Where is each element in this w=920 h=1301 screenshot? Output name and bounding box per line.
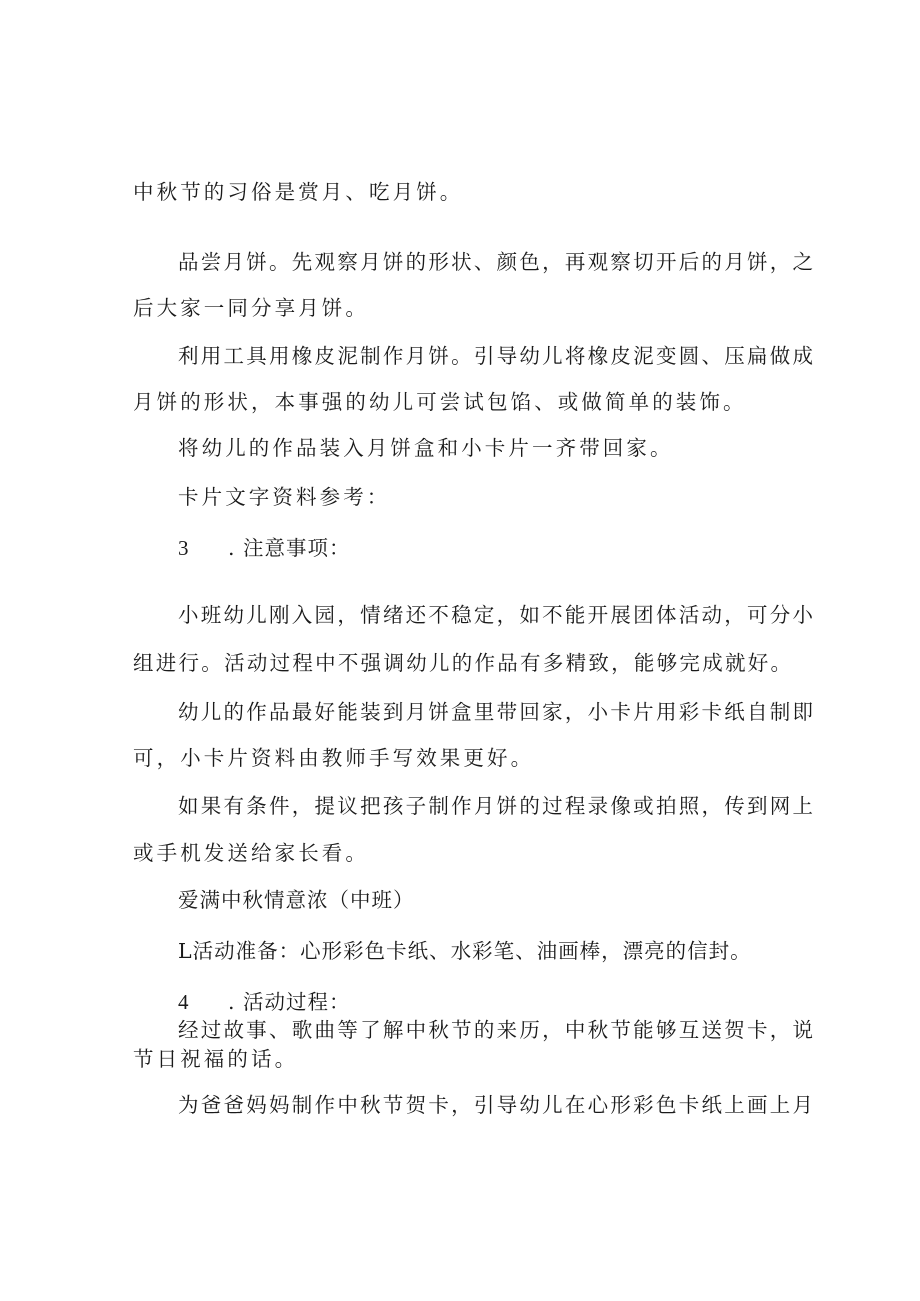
heading-number: 4	[178, 990, 190, 1014]
section-title: 爱满中秋情意浓（中班）	[178, 888, 415, 912]
paragraph-line: 中秋节的习俗是赏月、吃月饼。	[133, 180, 464, 204]
paragraph-line: 后大家一同分享月饼。	[133, 296, 369, 320]
paragraph-line: 组进行。活动过程中不强调幼儿的作品有多精致，能够完成就好。	[133, 651, 791, 675]
paragraph-line: 节日祝福的话。	[133, 1047, 299, 1071]
paragraph-line: 将幼儿的作品装入月饼盒和小卡片一齐带回家。	[178, 436, 674, 460]
paragraph-line: 月饼的形状，本事强的幼儿可尝试包馅、或做简单的装饰。	[133, 390, 747, 414]
paragraph-line: 如果有条件，提议把孩子制作月饼的过程录像或拍照，传到网上	[178, 794, 813, 818]
heading-number: 3	[178, 536, 190, 560]
paragraph-line: 幼儿的作品最好能装到月饼盒里带回家，小卡片用彩卡纸自制即	[178, 700, 813, 724]
paragraph-line: 小班幼儿刚入园，情绪还不稳定，如不能开展团体活动，可分小	[178, 603, 813, 627]
paragraph-line: 经过故事、歌曲等了解中秋节的来历，中秋节能够互送贺卡，说	[178, 1018, 813, 1042]
numbered-heading	[178, 538, 858, 559]
heading-text: . 活动过程：	[228, 990, 351, 1014]
paragraph-line: 为爸爸妈妈制作中秋节贺卡，引导幼儿在心形彩色卡纸上画上月	[178, 1093, 813, 1117]
paragraph-line: L活动准备：心形彩色卡纸、水彩笔、油画棒，漂亮的信封。	[178, 939, 752, 963]
paragraph-line: 可，小卡片资料由教师手写效果更好。	[133, 746, 535, 770]
heading-text: . 注意事项：	[228, 536, 351, 560]
paragraph-line: 卡片文字资料参考：	[178, 485, 391, 509]
paragraph-line: 或手机发送给家长看。	[133, 841, 369, 865]
numbered-heading	[178, 992, 858, 1013]
paragraph-line: 品尝月饼。先观察月饼的形状、颜色，再观察切开后的月饼，之	[178, 250, 813, 274]
paragraph-line: 利用工具用橡皮泥制作月饼。引导幼儿将橡皮泥变圆、压扁做成	[178, 344, 813, 368]
